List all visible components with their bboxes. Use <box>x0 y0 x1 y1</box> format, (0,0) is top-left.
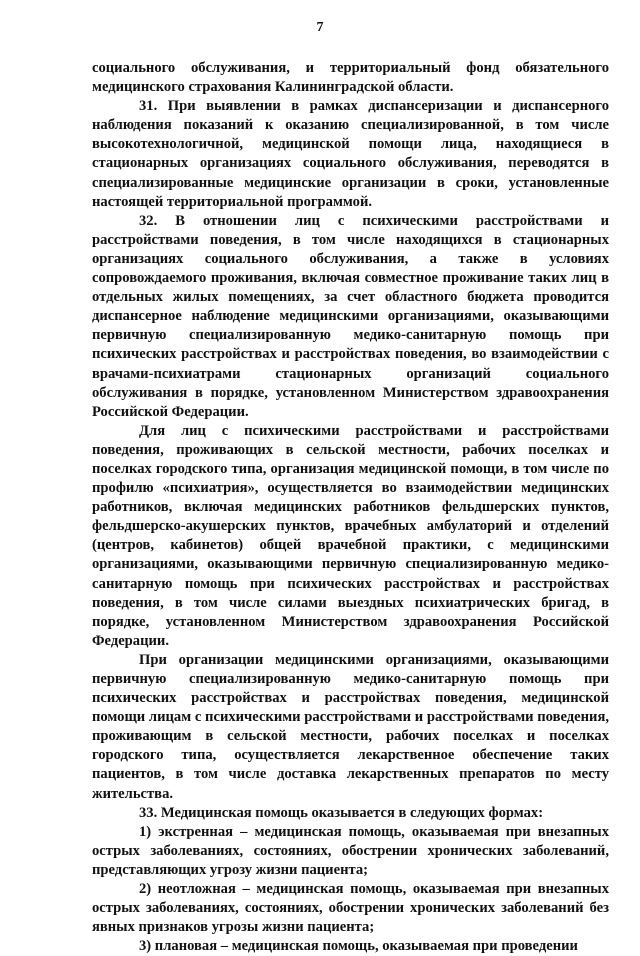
list-item-emergency: 1) экстренная – медицинская помощь, оказываемая при внезапных острых заболеваниях, состояниях, обострении хронических заболеваний, представляющих угрозу жизни пациента; <box>92 823 609 878</box>
paragraph-33: 33. Медицинская помощь оказывается в следующих формах: <box>139 804 544 821</box>
paragraph-31: 31. При выявлении в рамках диспансеризации и диспансерного наблюдения показаний к оказанию специализированной, в том числе высокотехнологичной, медицинской помощи лица, находящиеся в стационарных организациях социального обслуживания, переводятся в специализированные медицинские организации в сроки, установленные настоящей территориальной программой. <box>92 98 609 210</box>
list-item-planned: 3) плановая – медицинская помощь, оказываемая при проведении <box>139 938 578 955</box>
page-number: 7 <box>316 20 324 35</box>
paragraph-rural-residents: Для лиц с психическими расстройствами и расстройствами поведения, проживающих в сельской местности, рабочих поселках и поселках городского типа, организация медицинской помощи, в том числе по профилю «психиатрия», осуществляется во взаимодействии медицинских работников, включая медицинских работников фельдшерских пунктов, фельдшерско-акушерских пунктов, врачебных амбулаторий и отделений (центров, кабинетов) общей врачебной практики, с медицинскими организациями, оказывающими первичную специализированную медико-санитарную помощь при психических расстройствах и расстройствах поведения, в том числе силами выездных психиатрических бригад, в порядке, установленном Министерством здравоохранения Российской Федерации. <box>92 422 609 649</box>
paragraph-continuation: социального обслуживания, и территориальный фонд обязательного медицинского страхования Калининградской области. <box>92 60 609 96</box>
document-body <box>92 59 609 956</box>
list-item-urgent: 2) неотложная – медицинская помощь, оказываемая при внезапных острых заболеваниях, состояниях, обострении хронических заболеваний без явных признаков угрозы жизни пациента; <box>92 881 609 936</box>
paragraph-drug-provision: При организации медицинскими организациями, оказывающими первичную специализированную медико-санитарную помощь при психических расстройствах и расстройствах поведения, медицинской помощи лицам с психическими расстройствами и расстройствами поведения, проживающим в сельской местности, рабочих поселках и поселках городского типа, осуществляется лекарственное обеспечение таких пациентов, в том числе доставка лекарственных препаратов по месту жительства. <box>92 651 609 802</box>
paragraph-32: 32. В отношении лиц с психическими расстройствами и расстройствами поведения, в том числе находящихся в стационарных организациях социального обслуживания, а также в условиях сопровождаемого проживания, включая совместное проживание таких лиц в отдельных жилых помещениях, за счет областного бюджета проводится диспансерное наблюдение медицинскими организациями, оказывающими первичную специализированную медико-санитарную помощь при психических расстройствах и расстройствах поведения, во взаимодействии с врачами-психиатрами стационарных организаций социального обслуживания в порядке, установленном Министерством здравоохранения Российской Федерации. <box>92 212 609 420</box>
